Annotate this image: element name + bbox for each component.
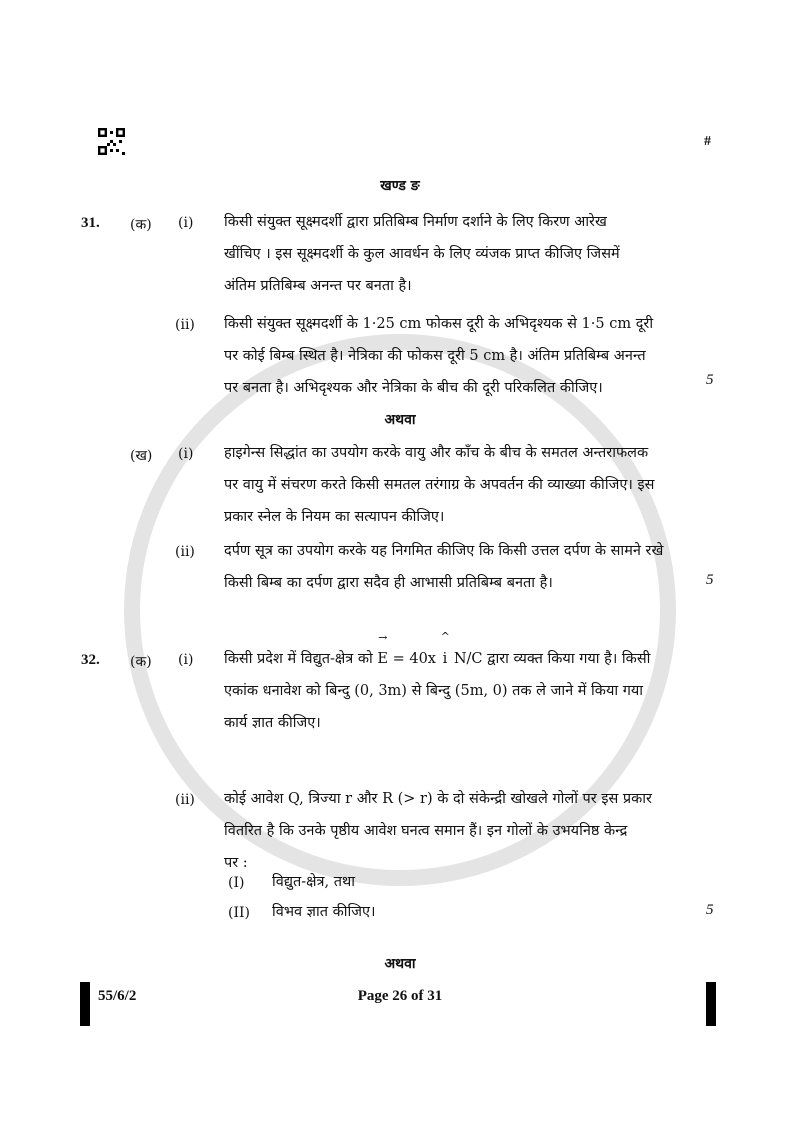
part-label: (i) [178,446,194,462]
sub-part-text: विभव ज्ञात कीजिए। [272,904,376,920]
question-text: किसी संयुक्त सूक्ष्मदर्शी के 1·25 cm फोकस दूरी के अभिदृश्यक से 1·5 cm दूरी पर कोई बिम्ब स्थित है। नेत्रिका की फोकस दूरी 5 cm है। अंतिम प्रतिबिम्ब अनन्त पर बनता है। अभिदृश्यक और नेत्रिका के बीच की दूरी परिकलित कीजिए। [224,316,654,396]
marks: 5 [706,372,714,388]
page-number: Page 26 of 31 [357,988,443,1004]
question-text: हाइगेन्स सिद्धांत का उपयोग करके वायु और काँच के बीच के समतल अन्तराफलक पर वायु में संचरण करते किसी समतल तरंगाग्र के अपवर्तन की व्याख्या कीजिए। इस प्रकार स्नेल के नियम का सत्यापन कीजिए। [224,445,655,525]
part-label: (ii) [175,792,195,808]
part-label: (ii) [175,544,195,560]
unit-vector-i: ^ i [440,630,450,667]
part-label: (i) [178,215,194,231]
part-label: (i) [178,652,194,668]
question-text: किसी संयुक्त सूक्ष्मदर्शी द्वारा प्रतिबिम्ब निर्माण दर्शाने के लिए किरण आरेख खींचिए । इस सूक्ष्मदर्शी के कुल आवर्धन के लिए व्यंजक प्राप्त कीजिए जिसमें अंतिम प्रतिबिम्ब अनन्त पर बनता है। [224,214,620,294]
sub-part-label: (I) [228,875,245,891]
question-text: दर्पण सूत्र का उपयोग करके यह निगमित कीजिए कि किसी उत्तल दर्पण के सामने रखे किसी बिम्ब का दर्पण द्वारा सदैव ही आभासी प्रतिबिम्ब बनता है। [224,543,664,591]
question-text: किसी प्रदेश में विद्युत-क्षेत्र को → E = 40x ^ i N/C द्वारा व्यक्त किया गया है। किसी एकांक धनावेश को बिन्दु (0, 3m) से बिन्दु (5m, 0) तक ले जाने में किया गया कार्य ज्ञात कीजिए। [224,630,651,731]
option-label: (क) [130,217,152,233]
sub-part-text: विद्युत-क्षेत्र, तथा [272,874,356,890]
marks: 5 [706,572,714,588]
page-hash-mark: # [704,134,711,149]
vector-e: → E [377,631,388,667]
option-label: (ख) [130,448,153,464]
question-text: कोई आवेश Q, त्रिज्या r और R (> r) के दो संकेन्द्री खोखले गोलों पर इस प्रकार वितरित है कि उनके पृष्ठीय आवेश घनत्व समान हैं। इन गोलों के उभयनिष्ठ केन्द्र पर : [224,791,652,871]
qr-code-icon [98,128,125,155]
question-number: 31. [81,215,100,231]
section-title: खण्ड ङ [380,178,420,194]
marks: 5 [706,902,714,918]
sub-part-label: (II) [228,905,250,921]
part-label: (ii) [175,317,195,333]
option-label: (क) [130,654,152,670]
question-number: 32. [81,652,100,668]
or-divider: अथवा [384,412,416,428]
or-divider: अथवा [384,956,416,972]
paper-code: 55/6/2 [98,988,137,1004]
